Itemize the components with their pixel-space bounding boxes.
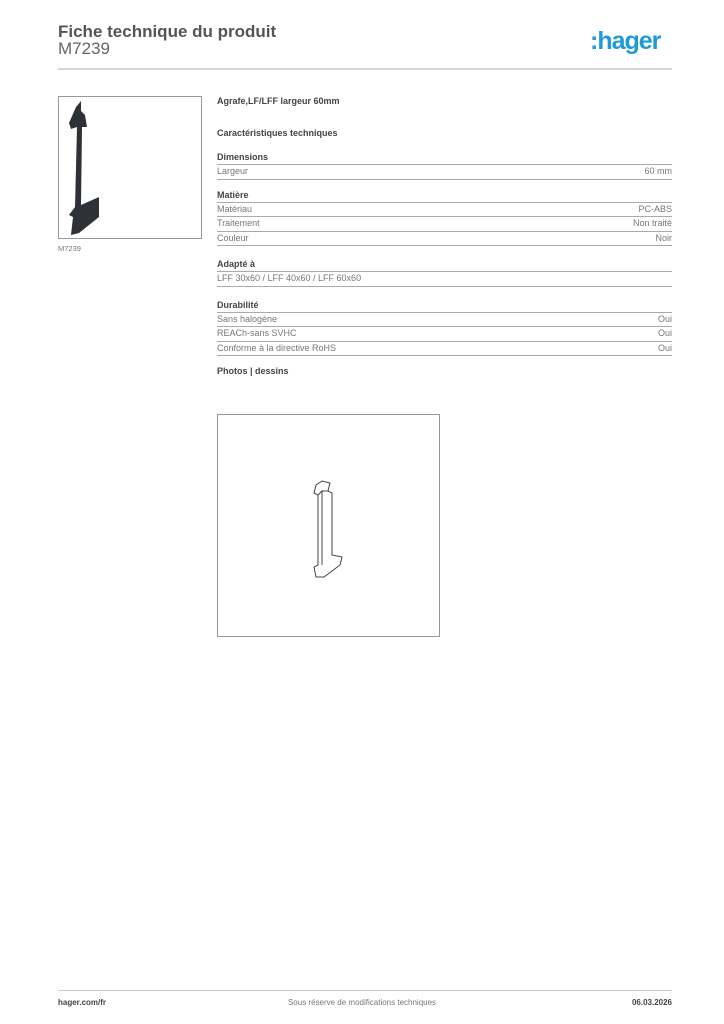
spec-value: Oui xyxy=(657,328,672,338)
spec-label: Couleur xyxy=(217,232,249,243)
spec-row xyxy=(217,165,672,180)
product-drawing xyxy=(217,414,440,637)
product-name: Agrafe,LF/LFF largeur 60mm xyxy=(217,96,340,106)
footer-divider xyxy=(58,990,672,991)
spec-row xyxy=(217,272,672,287)
spec-value: Non traité xyxy=(632,218,672,228)
spec-row xyxy=(217,217,672,232)
spec-group xyxy=(217,258,672,287)
spec-label: LFF 30x60 / LFF 40x60 / LFF 60x60 xyxy=(217,273,362,283)
footer-website-link[interactable]: hager.com/fr xyxy=(58,998,107,1007)
page-title: Fiche technique du produit xyxy=(58,22,277,41)
spec-group-title: Matière xyxy=(217,189,672,203)
spec-group xyxy=(217,151,672,180)
spec-label: Traitement xyxy=(217,218,260,228)
spec-row xyxy=(217,232,672,247)
hager-logo: :hager xyxy=(590,27,661,55)
spec-value: Oui xyxy=(657,313,672,324)
spec-group xyxy=(217,189,672,247)
product-code: M7239 xyxy=(58,39,110,58)
spec-row xyxy=(217,342,672,357)
spec-value: PC-ABS xyxy=(638,203,672,214)
spec-value: Oui xyxy=(657,342,672,353)
spec-group xyxy=(217,299,672,357)
spec-row xyxy=(217,327,672,342)
spec-label: Matériau xyxy=(217,203,253,214)
spec-group-title: Dimensions xyxy=(217,151,672,165)
spec-label: Largeur xyxy=(217,166,249,176)
footer-date: 06.03.2026 xyxy=(631,998,672,1007)
thumbnail-caption: M7239 xyxy=(58,244,81,253)
spec-label: REACh-sans SVHC xyxy=(217,328,297,338)
spec-label: Conforme à la directive RoHS xyxy=(217,342,337,353)
spec-label: Sans halogène xyxy=(217,313,278,324)
header-divider xyxy=(58,68,672,70)
product-thumbnail xyxy=(58,96,202,239)
spec-row xyxy=(217,203,672,218)
spec-group-title: Durabilité xyxy=(217,299,672,313)
spec-group-title: Adapté à xyxy=(217,258,672,272)
spec-value: Noir xyxy=(655,232,672,243)
footer-disclaimer: Sous réserve de modifications techniques xyxy=(287,998,437,1007)
section-title: Caractéristiques techniques xyxy=(217,128,338,138)
spec-value: 60 mm xyxy=(644,166,672,176)
specs-column xyxy=(217,96,672,376)
spec-row xyxy=(217,313,672,328)
photos-title: Photos | dessins xyxy=(217,366,289,376)
